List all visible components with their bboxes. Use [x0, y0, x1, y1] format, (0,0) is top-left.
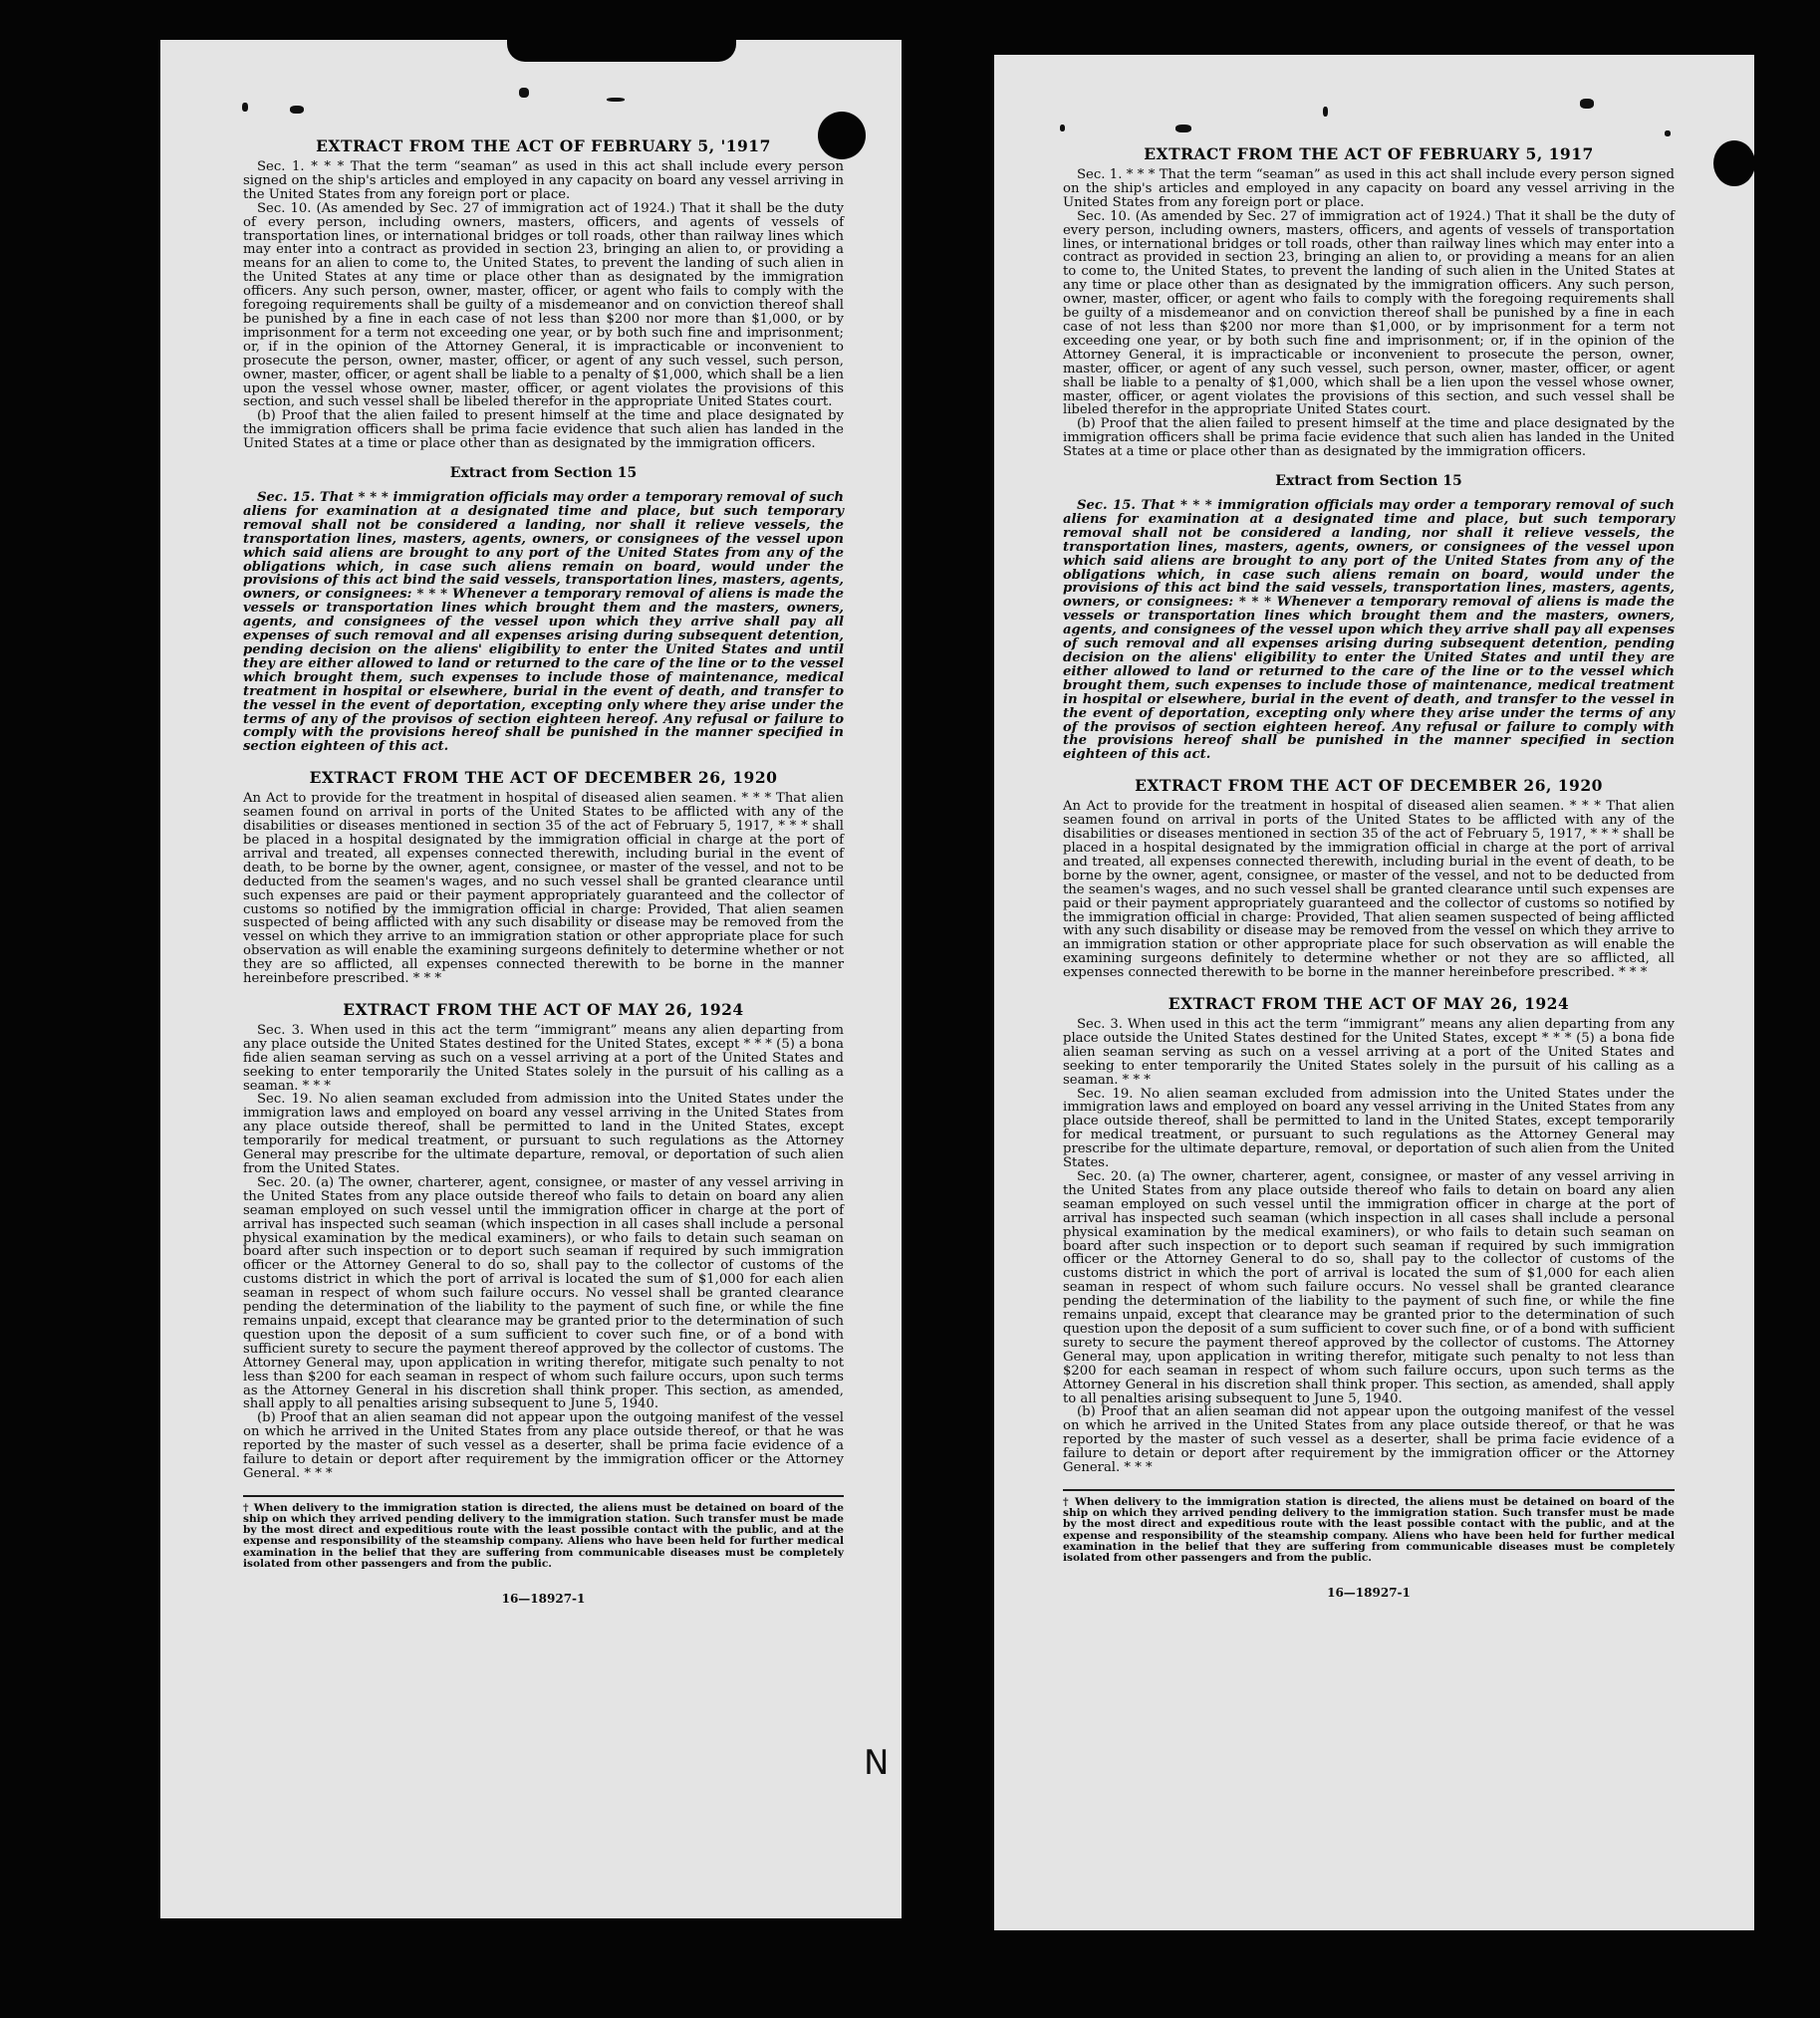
document-sheet-left: [160, 40, 902, 1918]
sec-10b-text: (b) Proof that the alien failed to present himself at the time and place designated by the immigration officers shall be prima facie evidence that such alien has landed in the United States at a time or place other than as designated by the immigration officers.: [243, 408, 844, 452]
section-1924: [243, 1024, 844, 1481]
form-number: 16—18927-1: [501, 1592, 586, 1607]
heading-act-1924: EXTRACT FROM THE ACT OF MAY 26, 1924: [1168, 994, 1570, 1014]
section-1924: [1063, 1018, 1675, 1475]
sec-20-text: Sec. 20. (a) The owner, charterer, agent, consignee, or master of any vessel arriving in the United States from any place outside thereof who fails to detain on board any alien seaman employed on such vessel until the immigration officer in charge at the port of arrival has inspected such seaman (which inspection in all cases shall include a personal physical examination by the medical examiners), or who fails to detain such seaman on board after such inspection or to deport such seaman if required by such immigration officer or the Attorney General to do so, shall pay to the collector of customs of the customs district in which the port of arrival is located the sum of $1,000 for each alien seaman in respect of whom such failure occurs. No vessel shall be granted clearance pending the determination of the liability to the payment of such fine, or while the fine remains unpaid, except that clearance may be granted prior to the determination of such question upon the deposit of a sum sufficient to cover such fine, or of a bond with sufficient surety to secure the payment thereof approved by the collector of customs. The Attorney General may, upon application in writing therefor, mitigate such penalty to not less than $200 for each seaman in respect of whom such failure occurs, upon such terms as the Attorney General in his discretion shall think proper. This section, as amended, shall apply to all penalties arising subsequent to June 5, 1940.: [1063, 1169, 1675, 1406]
ink-speck: [290, 106, 304, 114]
heading-act-1924: EXTRACT FROM THE ACT OF MAY 26, 1924: [343, 999, 744, 1019]
section-1920: [1063, 800, 1675, 980]
sec-15-text: Sec. 15. That * * * immigration officials may order a temporary removal of such aliens for examination at a designated time and place, but such temporary removal shall not be considered a landing, nor shall it relieve vessels, the transportation lines, masters, agents, owners, or consignees of the vessel upon which said aliens are brought to any port of the United States from any of the obligations which, in case such aliens remain on board, would under the provisions of this act bind the said vessels, transportation lines, masters, agents, owners, or consignees: * * * Whenever a temporary removal of aliens is made the vessels or transportation lines which brought them and the masters, owners, agents, and consignees of the vessel upon which they arrive shall pay all expenses of such removal and all expenses arising during subsequent detention, pending decision on the aliens' eligibility to enter the United States and until they are either allowed to land or returned to the care of the line or to the vessel which brought them, such expenses to include those of maintenance, medical treatment in hospital or elsewhere, burial in the event of death, and transfer to the vessel in the event of deportation, excepting only where they arise under the terms of any of the provisos of section eighteen hereof. Any refusal or failure to comply with the provisions hereof shall be punished in the manner specified in section eighteen of this act.: [1063, 498, 1675, 763]
heading-act-1920: EXTRACT FROM THE ACT OF DECEMBER 26, 1920: [1135, 776, 1603, 796]
act-1920-text: An Act to provide for the treatment in hospital of diseased alien seamen. * * * That alien seamen found on arrival in ports of the United States to be afflicted with any of the disabilities or diseases mentioned in section 35 of the act of February 5, 1917, * * * shall be placed in a hospital designated by the immigration official in charge at the port of arrival and treated, all expenses connected therewith, including burial in the event of death, to be borne by the owner, agent, consignee, or master of the vessel, and not to be deducted from the seamen's wages, and no such vessel shall be granted clearance until such expenses are paid or their payment appropriately guaranteed and the collector of customs so notified by the immigration official in charge: Provided, That alien seamen suspected of being afflicted with any such disability or disease may be removed from the vessel on which they arrive to an immigration station or other appropriate place for such observation as will enable the examining surgeons definitely to determine whether or not they are so afflicted, all expenses connected therewith to be borne in the manner hereinbefore prescribed. * * *: [243, 791, 844, 987]
sec-20b-text: (b) Proof that an alien seaman did not appear upon the outgoing manifest of the vessel on which he arrived in the United States from any place outside thereof, or that he was reported by the master of such vessel as a deserter, shall be prima facie evidence of a failure to detain or deport after requirement by the immigration officer or the Attorney General. * * *: [243, 1410, 844, 1481]
sec-3-text: Sec. 3. When used in this act the term “immigrant” means any alien departing from any place outside the United States destined for the United States, except * * * (5) a bona fide alien seaman serving as such on a vessel arriving at a port of the United States and seeking to enter temporarily the United States solely in the pursuit of his calling as a seaman. * * *: [243, 1022, 844, 1094]
sec-20b-text: (b) Proof that an alien seaman did not appear upon the outgoing manifest of the vessel on which he arrived in the United States from any place outside thereof, or that he was reported by the master of such vessel as a deserter, shall be prima facie evidence of a failure to detain or deport after requirement by the immigration officer or the Attorney General. * * *: [1063, 1404, 1675, 1476]
punch-hole: [1713, 140, 1754, 186]
section-1920: [243, 792, 844, 986]
heading-act-1917: EXTRACT FROM THE ACT OF FEBRUARY 5, 1917: [1144, 144, 1594, 163]
sec-19-text: Sec. 19. No alien seaman excluded from admission into the United States under the immigration laws and employed on board any vessel arriving in the United States from any place outside thereof, shall be permitted to land in the United States, except temporarily for medical treatment, or pursuant to such regulations as the Attorney General may prescribe for the ultimate departure, removal, or deportation of such alien from the United States.: [243, 1092, 844, 1176]
heading-act-1917: EXTRACT FROM THE ACT OF FEBRUARY 5, '1917: [316, 136, 771, 155]
sec-20-text: Sec. 20. (a) The owner, charterer, agent, consignee, or master of any vessel arriving in the United States from any place outside thereof who fails to detain on board any alien seaman employed on such vessel until the immigration officer in charge at the port of arrival has inspected such seaman (which inspection in all cases shall include a personal physical examination by the medical examiners), or who fails to detain such seaman on board after such inspection or to deport such seaman if required by such immigration officer or the Attorney General to do so, shall pay to the collector of customs of the customs district in which the port of arrival is located the sum of $1,000 for each alien seaman in respect of whom such failure occurs. No vessel shall be granted clearance pending the determination of the liability to the payment of such fine, or while the fine remains unpaid, except that clearance may be granted prior to the determination of such question upon the deposit of a sum sufficient to cover such fine, or of a bond with sufficient surety to secure the payment thereof approved by the collector of customs. The Attorney General may, upon application in writing therefor, mitigate such penalty to not less than $200 for each seaman in respect of whom such failure occurs, upon such terms as the Attorney General in his discretion shall think proper. This section, as amended, shall apply to all penalties arising subsequent to June 5, 1940.: [243, 1174, 844, 1412]
sec-19-text: Sec. 19. No alien seaman excluded from admission into the United States under the immigration laws and employed on board any vessel arriving in the United States from any place outside thereof, shall be permitted to land in the United States, except temporarily for medical treatment, or pursuant to such regulations as the Attorney General may prescribe for the ultimate departure, removal, or deportation of such alien from the United States.: [1063, 1086, 1675, 1171]
ink-speck: [607, 98, 625, 102]
section-1917: [243, 160, 844, 451]
heading-act-1920: EXTRACT FROM THE ACT OF DECEMBER 26, 1920: [309, 768, 778, 788]
torn-notch: [507, 40, 736, 62]
sec-10-text: Sec. 10. (As amended by Sec. 27 of immigration act of 1924.) That it shall be the duty of every person, including owners, masters, officers, and agents of vessels of transportation lines, or international bridges or toll roads, other than railway lines which may enter into a contract as provided in section 23, bringing an alien to, or providing a means for an alien to come to, the United States, to prevent the landing of such alien in the United States at any time or place other than as designated by the immigration officers. Any such person, owner, master, officer, or agent who fails to comply with the foregoing requirements shall be guilty of a misdemeanor and on conviction thereof shall be punished by a fine in each case of not less than $200 nor more than $1,000, or by imprisonment for a term not exceeding one year, or by both such fine and imprisonment; or, if in the opinion of the Attorney General, it is impracticable or inconvenient to prosecute the person, owner, master, officer, or agent of any such vessel, such person, owner, master, officer, or agent shall be liable to a penalty of $1,000, which shall be a lien upon the vessel whose owner, master, officer, or agent violates the provisions of this section, and such vessel shall be libeled therefor in the appropriate United States court.: [243, 200, 844, 410]
ink-speck: [1060, 125, 1065, 131]
footnote: † When delivery to the immigration station is directed, the aliens must be detained on board of the ship on which they arrived pending delivery to the immigration station. Such transfer must be made by the most direct and expeditious route with the least possible contact with the public, and at the expense and responsibility of the steamship company. Aliens who have been held for further medical examination in the belief that they are suffering from communicable diseases must be completely isolated from other passengers and from the public.: [1063, 1489, 1675, 1564]
ink-speck: [242, 103, 248, 112]
ink-speck: [1323, 107, 1328, 117]
sec-15-text: Sec. 15. That * * * immigration officials may order a temporary removal of such aliens for examination at a designated time and place, but such temporary removal shall not be considered a landing, nor shall it relieve vessels, the transportation lines, masters, agents, owners, or consignees of the vessel upon which said aliens are brought to any port of the United States from any of the obligations which, in case such aliens remain on board, would under the provisions of this act bind the said vessels, transportation lines, masters, agents, owners, or consignees: * * * Whenever a temporary removal of aliens is made the vessels or transportation lines which brought them and the masters, owners, agents, and consignees of the vessel upon which they arrive shall pay all expenses of such removal and all expenses arising during subsequent detention, pending decision on the aliens' eligibility to enter the United States and until they are either allowed to land or returned to the care of the line or to the vessel which brought them, such expenses to include those of maintenance, medical treatment in hospital or elsewhere, burial in the event of death, and transfer to the vessel in the event of deportation, excepting only where they arise under the terms of any of the provisos of section eighteen hereof. Any refusal or failure to comply with the provisions hereof shall be punished in the manner specified in section eighteen of this act.: [243, 490, 844, 755]
punch-hole: [818, 112, 866, 159]
form-number: 16—18927-1: [1327, 1586, 1411, 1601]
section-15: [243, 491, 844, 754]
sec-10b-text: (b) Proof that the alien failed to present himself at the time and place designated by the immigration officers shall be prima facie evidence that such alien has landed in the United States at a time or place other than as designated by the immigration officers.: [1063, 416, 1675, 460]
sec-1-text: Sec. 1. * * * That the term “seaman” as used in this act shall include every person signed on the ship's articles and employed in any capacity on board any vessel arriving in the United States from any foreign port or place.: [1063, 167, 1675, 210]
sec-1-text: Sec. 1. * * * That the term “seaman” as used in this act shall include every person signed on the ship's articles and employed in any capacity on board any vessel arriving in the United States from any foreign port or place.: [243, 159, 844, 202]
sec-3-text: Sec. 3. When used in this act the term “immigrant” means any alien departing from any place outside the United States destined for the United States, except * * * (5) a bona fide alien seaman serving as such on a vessel arriving at a port of the United States and seeking to enter temporarily the United States solely in the pursuit of his calling as a seaman. * * *: [1063, 1017, 1675, 1088]
document-sheet-right: [994, 55, 1754, 1930]
sec-10-text: Sec. 10. (As amended by Sec. 27 of immigration act of 1924.) That it shall be the duty of every person, including owners, masters, officers, and agents of vessels of transportation lines, or international bridges or toll roads, other than railway lines which may enter into a contract as provided in section 23, bringing an alien to, or providing a means for an alien to come to, the United States, to prevent the landing of such alien in the United States at any time or place other than as designated by the immigration officers. Any such person, owner, master, officer, or agent who fails to comply with the foregoing requirements shall be guilty of a misdemeanor and on conviction thereof shall be punished by a fine in each case of not less than $200 nor more than $1,000, or by imprisonment for a term not exceeding one year, or by both such fine and imprisonment; or, if in the opinion of the Attorney General, it is impracticable or inconvenient to prosecute the person, owner, master, officer, or agent of any such vessel, such person, owner, master, officer, or agent shall be liable to a penalty of $1,000, which shall be a lien upon the vessel whose owner, master, officer, or agent violates the provisions of this section, and such vessel shall be libeled therefor in the appropriate United States court.: [1063, 208, 1675, 418]
subheading-section-15: Extract from Section 15: [449, 465, 638, 482]
ink-speck: [519, 88, 529, 98]
subheading-section-15: Extract from Section 15: [1275, 473, 1462, 490]
ink-speck: [1175, 125, 1191, 132]
section-15: [1063, 499, 1675, 762]
ink-speck: [1580, 99, 1594, 109]
ink-speck: [1665, 130, 1671, 136]
footnote: † When delivery to the immigration station is directed, the aliens must be detained on board of the ship on which they arrived pending delivery to the immigration station. Such transfer must be made by the most direct and expeditious route with the least possible contact with the public, and at the expense and responsibility of the steamship company. Aliens who have been held for further medical examination in the belief that they are suffering from communicable diseases must be completely isolated from other passengers and from the public.: [243, 1495, 844, 1570]
act-1920-text: An Act to provide for the treatment in hospital of diseased alien seamen. * * * That alien seamen found on arrival in ports of the United States to be afflicted with any of the disabilities or diseases mentioned in section 35 of the act of February 5, 1917, * * * shall be placed in a hospital designated by the immigration official in charge at the port of arrival and treated, all expenses connected therewith, including burial in the event of death, to be borne by the owner, agent, consignee, or master of the vessel, and not to be deducted from the seamen's wages, and no such vessel shall be granted clearance until such expenses are paid or their payment appropriately guaranteed and the collector of customs so notified by the immigration official in charge: Provided, That alien seamen suspected of being afflicted with any such disability or disease may be removed from the vessel on which they arrive to an immigration station or other appropriate place for such observation as will enable the examining surgeons definitely to determine whether or not they are so afflicted, all expenses connected therewith to be borne in the manner hereinbefore prescribed. * * *: [1063, 799, 1675, 981]
handwritten-mark: N: [864, 1743, 890, 1783]
section-1917: [1063, 168, 1675, 459]
